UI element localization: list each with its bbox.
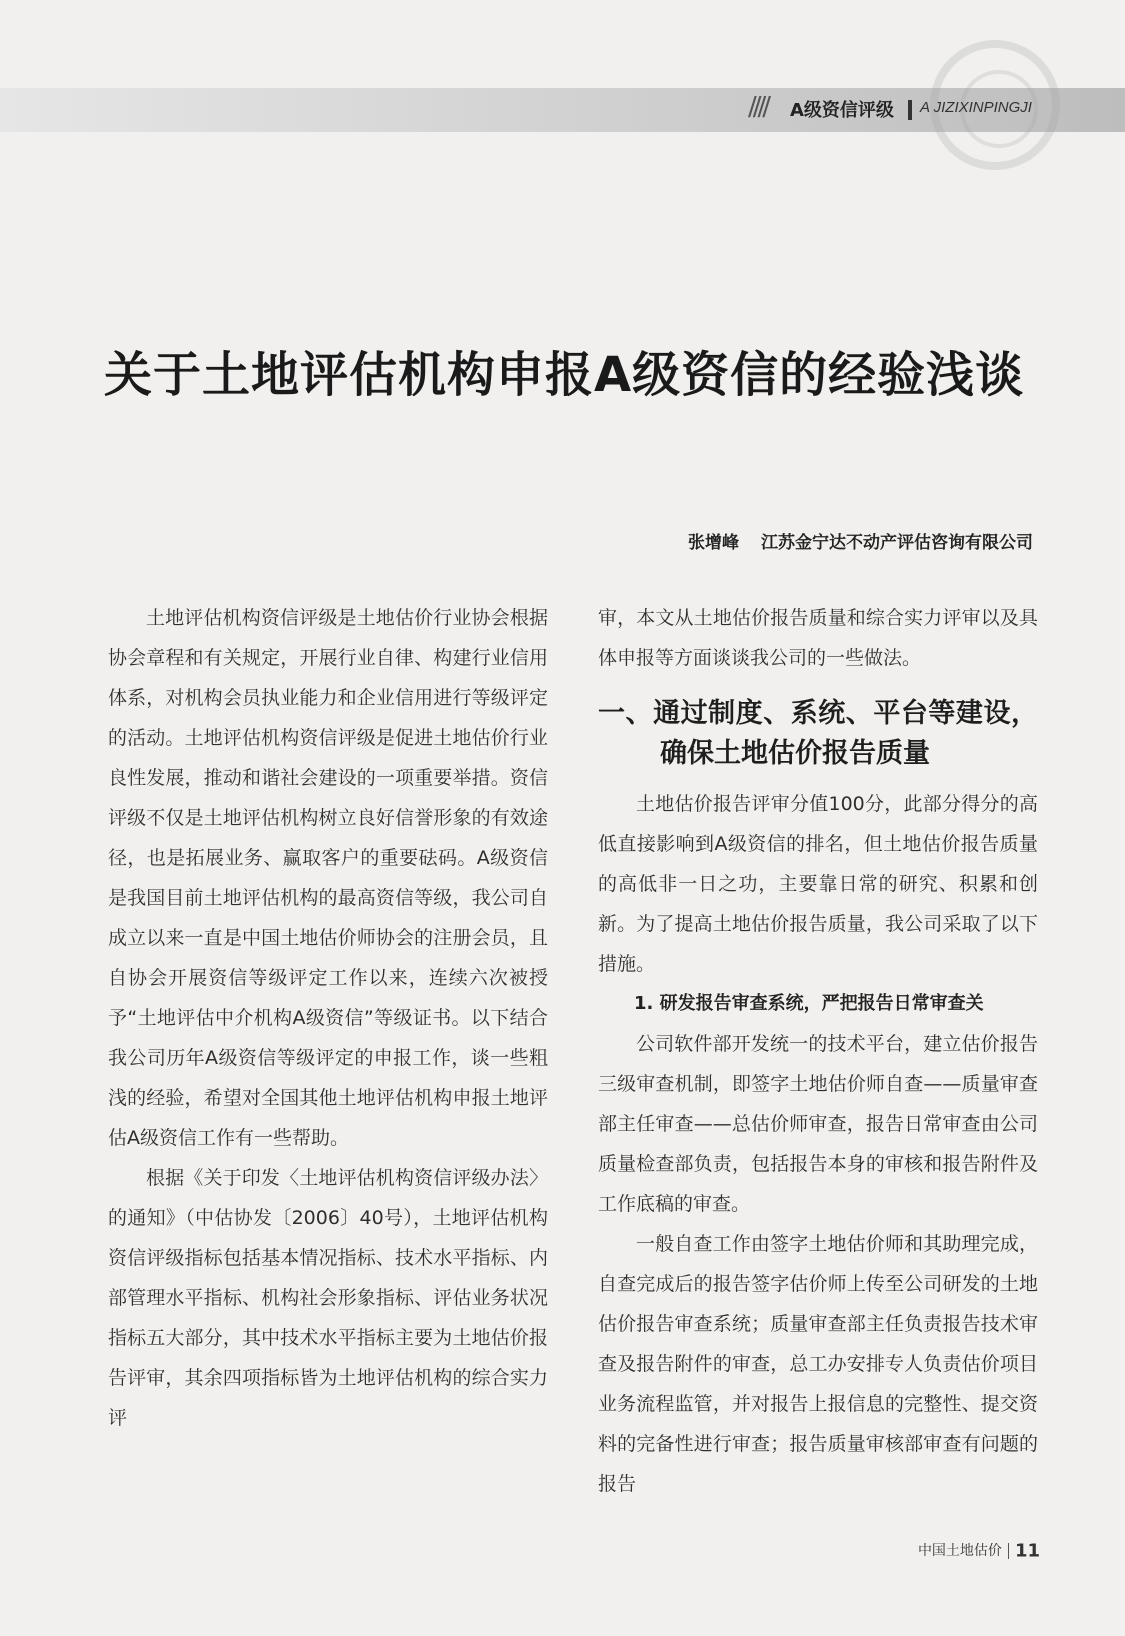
byline: [688, 528, 1033, 553]
paragraph: 根据《关于印发〈土地评估机构资信评级办法〉的通知》（中估协发〔2006〕40号），土地评估机构资信评级指标包括基本情况指标、技术水平指标、内部管理水平指标、机构社会形象指标、评估业务状况指标五大部分，其中技术水平指标主要为土地估价报告评审，其余四项指标皆为土地评估机构的综合实力评: [108, 1167, 548, 1429]
paragraph: 审，本文从土地估价报告质量和综合实力评审以及具体申报等方面谈谈我公司的一些做法。: [598, 607, 1038, 669]
section-tag: A级资信评级: [790, 100, 894, 121]
footer-divider: [1008, 1543, 1009, 1559]
author-name: 张增峰: [688, 533, 739, 553]
paragraph: 一般自查工作由签字土地估价师和其助理完成，自查完成后的报告签字估价师上传至公司研发的土地估价报告审查系统；质量审查部主任负责报告技术审查及报告附件的审查，总工办安排专人负责估价项目业务流程监管，并对报告上报信息的完整性、提交资料的完备性进行审查；报告质量审核部审查有问题的报告: [598, 1233, 1038, 1495]
section-heading: 一、通过制度、系统、平台等建设，确保土地估价报告质量: [598, 698, 1038, 769]
page-footer: [918, 1540, 1040, 1562]
right-column: [598, 598, 1038, 1504]
article-title: 关于土地评估机构申报A级资信的经验浅谈: [104, 347, 1025, 404]
page-number: 11: [1014, 1540, 1040, 1562]
section-pinyin: A JIZIXINPINGJI: [920, 99, 1032, 116]
paragraph: 土地评估机构资信评级是土地估价行业协会根据协会章程和有关规定，开展行业自律、构建行业信用体系，对机构会员执业能力和企业信用进行等级评定的活动。土地评估机构资信评级是促进土地估价行业良性发展，推动和谐社会建设的一项重要举措。资信评级不仅是土地评估机构树立良好信誉形象的有效途径，也是拓展业务、赢取客户的重要砝码。A级资信是我国目前土地评估机构的最高资信等级，我公司自成立以来一直是中国土地估价师协会的注册会员，且自协会开展资信等级评定工作以来，连续六次被授予“土地评估中介机构A级资信”等级证书。以下结合我公司历年A级资信等级评定的申报工作，谈一些粗浅的经验，希望对全国其他土地评估机构申报土地评估A级资信工作有一些帮助。: [108, 607, 548, 1149]
magazine-name: 中国土地估价: [917, 1543, 1002, 1559]
author-affiliation: 江苏金宁达不动产评估咨询有限公司: [761, 533, 1033, 553]
paragraph: 公司软件部开发统一的技术平台，建立估价报告三级审查机制，即签字土地估价师自查——质量审查部主任审查——总估价师审查，报告日常审查由公司质量检查部负责，包括报告本身的审核和报告附件及工作底稿的审查。: [598, 1033, 1038, 1215]
paragraph: 土地估价报告评审分值100分，此部分得分的高低直接影响到A级资信的排名，但土地估价报告质量的高低非一日之功，主要靠日常的研究、积累和创新。为了提高土地估价报告质量，我公司采取了以下措施。: [598, 793, 1038, 975]
section-divider: [908, 100, 912, 120]
header-slashes-decoration: ////: [748, 92, 768, 122]
subsection-heading: 1. 研发报告审查系统，严把报告日常审查关: [634, 993, 984, 1014]
left-column: [108, 598, 548, 1438]
